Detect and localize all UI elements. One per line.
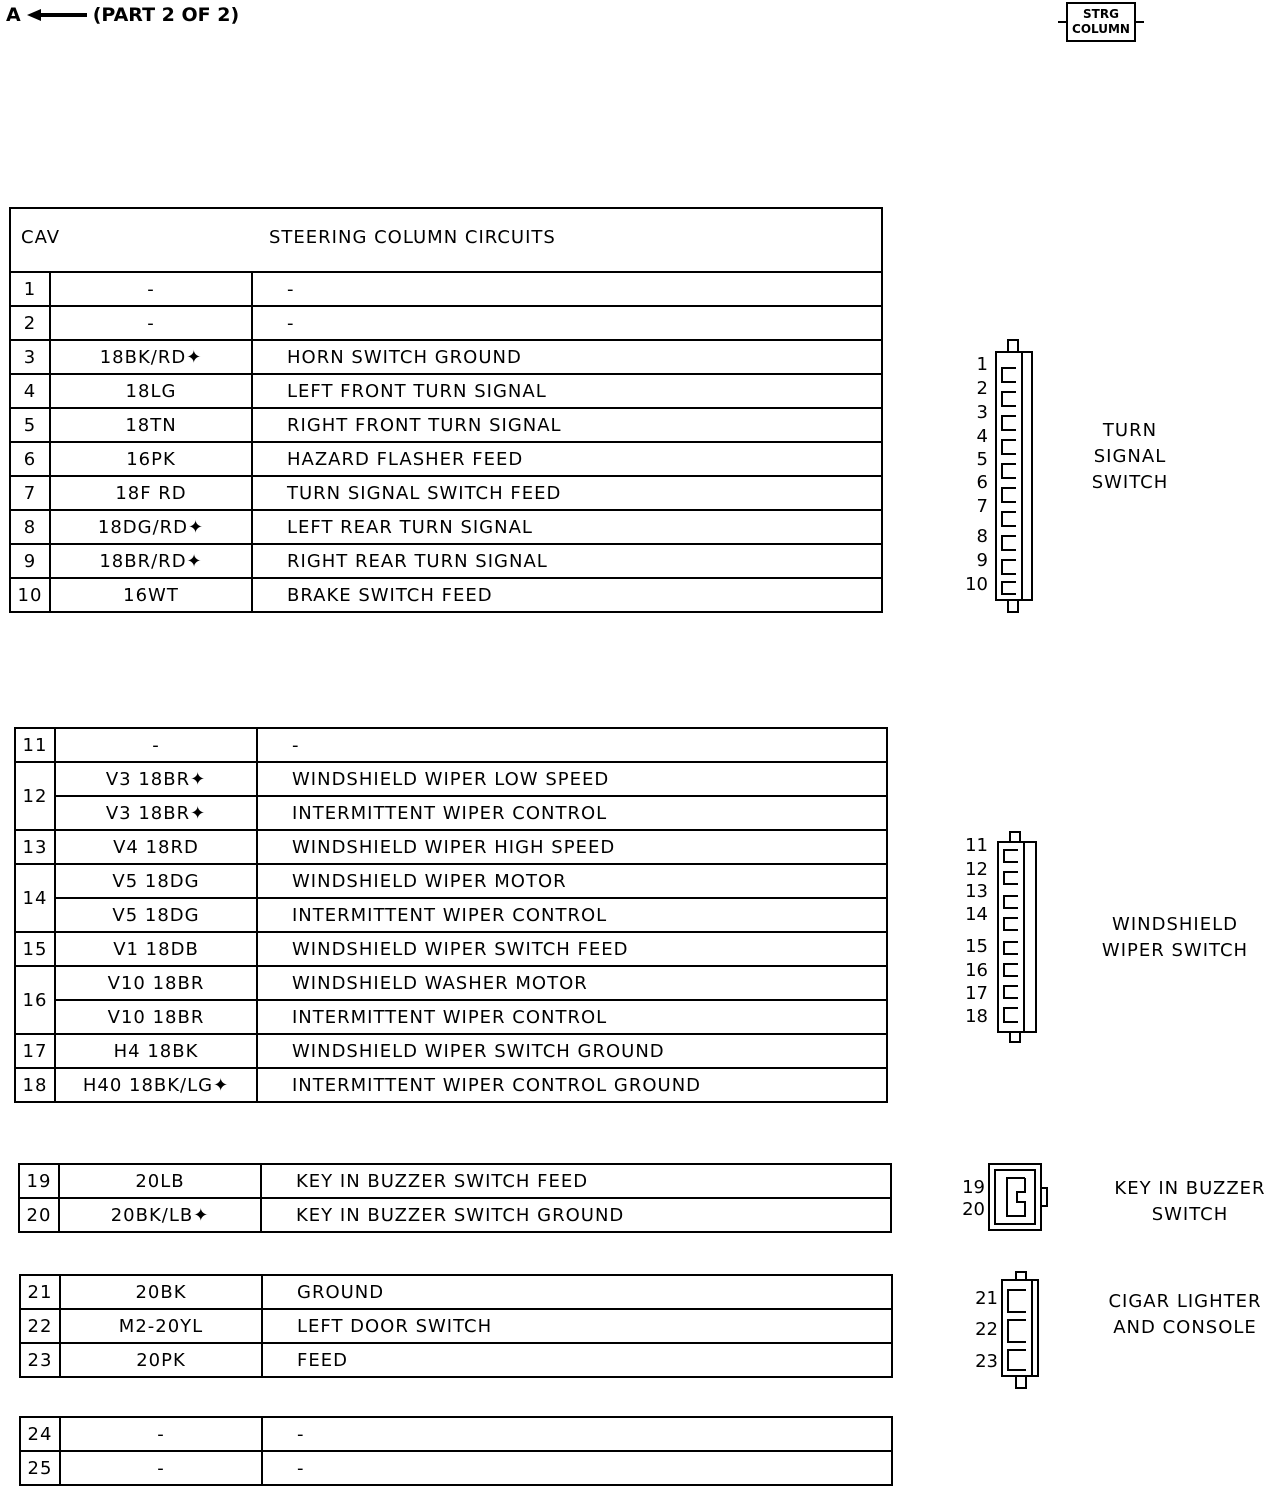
table-row <box>15 966 887 1000</box>
pin-number: 9 <box>976 550 988 571</box>
part-label: (PART 2 OF 2) <box>92 4 240 26</box>
circuit-cell: - <box>252 272 882 306</box>
wire-cell: - <box>50 306 252 340</box>
pin-number: 7 <box>976 496 988 517</box>
wire-cell: H40 18BK/LG✦ <box>55 1068 257 1102</box>
circuit-cell: RIGHT FRONT TURN SIGNAL <box>252 408 882 442</box>
wire-cell: V4 18RD <box>55 830 257 864</box>
cav-cell: 10 <box>10 578 50 612</box>
wire-cell: 18LG <box>50 374 252 408</box>
table-title: STEERING COLUMN CIRCUITS <box>269 227 556 248</box>
table-row <box>15 796 887 830</box>
strg-line1: STRG <box>1083 7 1119 21</box>
wire-cell: 20LB <box>59 1164 261 1198</box>
table-row <box>19 1164 891 1198</box>
circuit-cell: LEFT DOOR SWITCH <box>262 1309 892 1343</box>
label-line: AND CONSOLE <box>1113 1317 1257 1338</box>
wire-cell: V10 18BR <box>55 966 257 1000</box>
pin-number: 18 <box>965 1006 988 1027</box>
wire-cell: 20PK <box>60 1343 262 1377</box>
table-row <box>15 932 887 966</box>
wire-cell: V3 18BR✦ <box>55 762 257 796</box>
cav-cell: 9 <box>10 544 50 578</box>
circuit-cell: - <box>252 306 882 340</box>
cav-cell: 24 <box>20 1417 60 1451</box>
wire-cell: 16WT <box>50 578 252 612</box>
table-row <box>10 578 882 612</box>
wire-cell: 20BK <box>60 1275 262 1309</box>
table-row <box>15 762 887 796</box>
pin-number: 16 <box>965 960 988 981</box>
table-row <box>10 510 882 544</box>
cav-cell: 25 <box>20 1451 60 1485</box>
wire-cell: - <box>50 272 252 306</box>
wire-cell: M2-20YL <box>60 1309 262 1343</box>
table-row <box>15 898 887 932</box>
cav-cell: 12 <box>15 762 55 830</box>
circuit-cell: BRAKE SWITCH FEED <box>252 578 882 612</box>
label-line: SWITCH <box>1151 1204 1229 1225</box>
cav-cell: 16 <box>15 966 55 1034</box>
turn-signal-switch-label <box>1080 418 1180 496</box>
strg-line2: COLUMN <box>1072 22 1130 36</box>
table-row <box>10 374 882 408</box>
table-row <box>20 1343 892 1377</box>
pin-number: 5 <box>976 449 988 470</box>
wire-cell: 16PK <box>50 442 252 476</box>
circuit-cell: LEFT REAR TURN SIGNAL <box>252 510 882 544</box>
wire-cell: V1 18DB <box>55 932 257 966</box>
label-line: SWITCH <box>1091 472 1169 493</box>
table-row <box>10 272 882 306</box>
cav-cell: 3 <box>10 340 50 374</box>
table-row <box>10 442 882 476</box>
reference-letter: A <box>6 4 21 26</box>
wire-cell: - <box>55 728 257 762</box>
circuit-table-group-3 <box>18 1163 892 1233</box>
wire-cell: H4 18BK <box>55 1034 257 1068</box>
pin-number: 3 <box>976 402 988 423</box>
cav-cell: 22 <box>20 1309 60 1343</box>
cav-cell: 13 <box>15 830 55 864</box>
pin-number: 21 <box>975 1288 998 1309</box>
page-reference <box>6 4 239 26</box>
cav-cell: 11 <box>15 728 55 762</box>
label-line: KEY IN BUZZER <box>1114 1178 1266 1199</box>
circuit-cell: - <box>257 728 887 762</box>
circuit-cell: WINDSHIELD WIPER MOTOR <box>257 864 887 898</box>
cav-cell: 6 <box>10 442 50 476</box>
label-line: SIGNAL <box>1093 446 1167 467</box>
label-line: WIPER SWITCH <box>1101 940 1249 961</box>
circuit-cell: LEFT FRONT TURN SIGNAL <box>252 374 882 408</box>
pin-number: 11 <box>965 835 988 856</box>
table-row <box>10 544 882 578</box>
windshield-wiper-switch-label <box>1085 912 1265 964</box>
circuit-table-group-2 <box>14 727 888 1103</box>
pin-number: 22 <box>975 1319 998 1340</box>
cav-cell: 8 <box>10 510 50 544</box>
circuit-cell: WINDSHIELD WIPER SWITCH FEED <box>257 932 887 966</box>
cav-cell: 21 <box>20 1275 60 1309</box>
cav-cell: 4 <box>10 374 50 408</box>
circuit-cell: WINDSHIELD WIPER HIGH SPEED <box>257 830 887 864</box>
wire-cell: 18BR/RD✦ <box>50 544 252 578</box>
wiper-switch-connector <box>960 830 1050 1045</box>
cigar-lighter-connector <box>960 1270 1050 1390</box>
table-row <box>20 1451 892 1485</box>
cav-cell: 7 <box>10 476 50 510</box>
wire-cell: 18TN <box>50 408 252 442</box>
circuit-cell: INTERMITTENT WIPER CONTROL GROUND <box>257 1068 887 1102</box>
pin-number: 2 <box>976 378 988 399</box>
circuit-table-group-4 <box>19 1274 893 1378</box>
circuit-cell: RIGHT REAR TURN SIGNAL <box>252 544 882 578</box>
circuit-cell: KEY IN BUZZER SWITCH FEED <box>261 1164 891 1198</box>
circuit-table-group-1 <box>9 207 883 613</box>
circuit-cell: HAZARD FLASHER FEED <box>252 442 882 476</box>
circuit-cell: INTERMITTENT WIPER CONTROL <box>257 1000 887 1034</box>
cav-cell: 14 <box>15 864 55 932</box>
pin-number: 8 <box>976 526 988 547</box>
wire-cell: - <box>60 1451 262 1485</box>
circuit-cell: - <box>262 1451 892 1485</box>
pin-number: 15 <box>965 936 988 957</box>
wire-cell: 18BK/RD✦ <box>50 340 252 374</box>
circuit-cell: WINDSHIELD WASHER MOTOR <box>257 966 887 1000</box>
pin-number: 12 <box>965 859 988 880</box>
pin-number: 20 <box>962 1199 985 1220</box>
cav-cell: 19 <box>19 1164 59 1198</box>
table-row <box>10 340 882 374</box>
circuit-cell: WINDSHIELD WIPER SWITCH GROUND <box>257 1034 887 1068</box>
turn-signal-connector <box>960 338 1050 613</box>
table-row <box>10 408 882 442</box>
circuit-cell: KEY IN BUZZER SWITCH GROUND <box>261 1198 891 1232</box>
cav-cell: 1 <box>10 272 50 306</box>
pin-number: 17 <box>965 983 988 1004</box>
circuit-cell: GROUND <box>262 1275 892 1309</box>
cigar-lighter-console-label <box>1090 1289 1280 1341</box>
cav-cell: 23 <box>20 1343 60 1377</box>
cav-cell: 18 <box>15 1068 55 1102</box>
pin-number: 23 <box>975 1351 998 1372</box>
table-row <box>15 830 887 864</box>
pin-number: 1 <box>976 354 988 375</box>
label-line: CIGAR LIGHTER <box>1108 1291 1262 1312</box>
circuit-table-group-5 <box>19 1416 893 1486</box>
table-row <box>20 1275 892 1309</box>
pin-number: 6 <box>976 472 988 493</box>
label-line: WINDSHIELD <box>1112 914 1238 935</box>
wire-cell: V10 18BR <box>55 1000 257 1034</box>
cav-cell: 5 <box>10 408 50 442</box>
strg-column-tag <box>1058 2 1148 44</box>
cav-cell: 20 <box>19 1198 59 1232</box>
pin-number: 13 <box>965 881 988 902</box>
wire-cell: 18F RD <box>50 476 252 510</box>
arrow-left-icon <box>27 5 87 25</box>
key-in-buzzer-switch-label <box>1100 1176 1280 1228</box>
table-row <box>10 306 882 340</box>
wire-cell: 20BK/LB✦ <box>59 1198 261 1232</box>
circuit-cell: FEED <box>262 1343 892 1377</box>
cav-cell: 17 <box>15 1034 55 1068</box>
cav-header: CAV <box>21 227 61 248</box>
pin-number: 14 <box>965 904 988 925</box>
circuit-cell: INTERMITTENT WIPER CONTROL <box>257 796 887 830</box>
circuit-cell: INTERMITTENT WIPER CONTROL <box>257 898 887 932</box>
table-row <box>10 476 882 510</box>
wire-cell: V5 18DG <box>55 898 257 932</box>
pin-number: 19 <box>962 1177 985 1198</box>
table-row <box>15 1034 887 1068</box>
pin-number: 10 <box>965 574 988 595</box>
label-line: TURN <box>1102 420 1158 441</box>
cav-cell: 2 <box>10 306 50 340</box>
circuit-cell: TURN SIGNAL SWITCH FEED <box>252 476 882 510</box>
buzzer-switch-connector <box>955 1160 1055 1235</box>
cav-cell: 15 <box>15 932 55 966</box>
circuit-cell: HORN SWITCH GROUND <box>252 340 882 374</box>
wire-cell: - <box>60 1417 262 1451</box>
table-row <box>15 728 887 762</box>
table-row <box>15 864 887 898</box>
pin-number: 4 <box>976 426 988 447</box>
circuit-cell: - <box>262 1417 892 1451</box>
table-row <box>15 1000 887 1034</box>
table-row <box>20 1309 892 1343</box>
table-row <box>15 1068 887 1102</box>
wire-cell: V5 18DG <box>55 864 257 898</box>
table-row <box>19 1198 891 1232</box>
circuit-cell: WINDSHIELD WIPER LOW SPEED <box>257 762 887 796</box>
table-row <box>20 1417 892 1451</box>
wire-cell: 18DG/RD✦ <box>50 510 252 544</box>
wire-cell: V3 18BR✦ <box>55 796 257 830</box>
